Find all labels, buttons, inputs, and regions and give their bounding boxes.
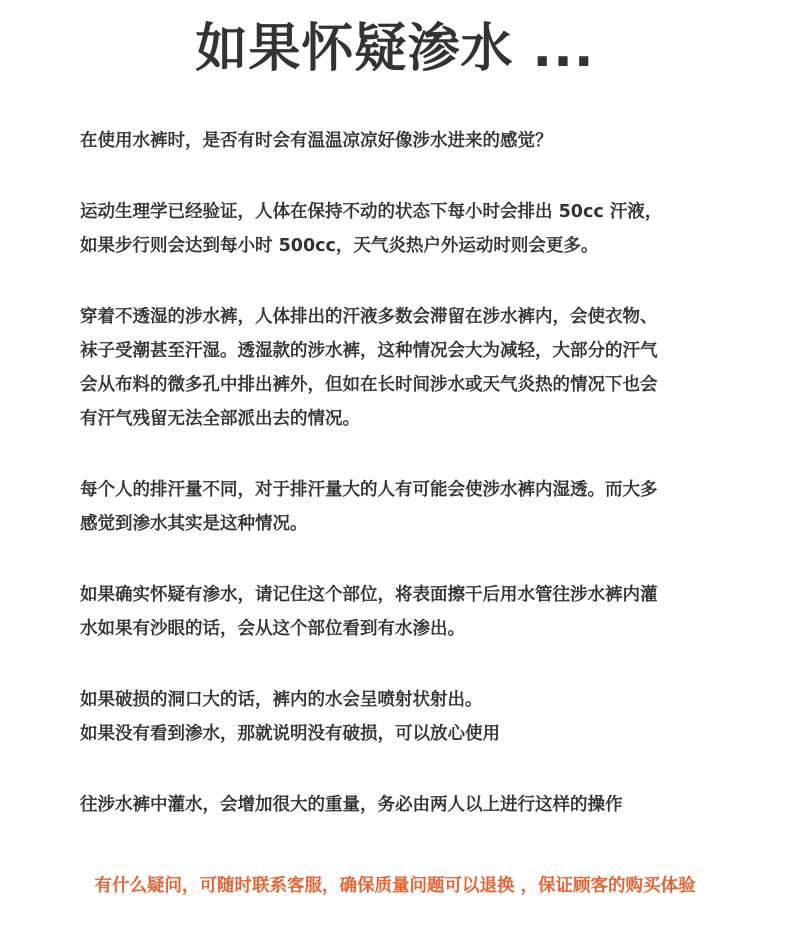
paragraph-line: 袜子受潮甚至汗湿。透湿款的涉水裤，这种情况会大为减轻，大部分的汗气 [80, 341, 658, 361]
paragraph-damage-check [80, 683, 730, 751]
paragraph-warning [80, 788, 730, 822]
paragraph-line: 如果没有看到渗水，那就说明没有破损，可以放心使用 [80, 724, 500, 744]
paragraph-line: 运动生理学已经验证，人体在保持不动的状态下每小时会排出 50cc 汗液， [80, 202, 663, 222]
paragraph-line: 感觉到渗水其实是这种情况。 [80, 514, 308, 534]
paragraph-line: 在使用水裤时，是否有时会有温温凉凉好像涉水进来的感觉？ [80, 131, 553, 151]
paragraph-line: 有汗气残留无法全部派出去的情况。 [80, 409, 360, 429]
paragraph-line: 会从布料的微多孔中排出裤外，但如在长时间涉水或天气炎热的情况下也会 [80, 375, 658, 395]
paragraph-line: 如果确实怀疑有渗水，请记住这个部位，将表面擦干后用水管往涉水裤内灌 [80, 585, 658, 605]
paragraph-breathability [80, 300, 730, 436]
paragraph-line: 每个人的排汗量不同，对于排汗量大的人有可能会使涉水裤内湿透。而大多 [80, 480, 658, 500]
paragraph-sweat-rate [80, 195, 730, 263]
paragraph-leak-test [80, 578, 730, 646]
paragraph-line: 水如果有沙眼的话，会从这个部位看到有水渗出。 [80, 619, 465, 639]
paragraph-line: 往涉水裤中灌水，会增加很大的重量，务必由两人以上进行这样的操作 [80, 795, 623, 815]
paragraph-line: 如果步行则会达到每小时 500cc，天气炎热户外运动时则会更多。 [80, 236, 599, 256]
page-title: 如果怀疑渗水 ... [195, 19, 595, 79]
paragraph-line: 如果破损的洞口大的话，裤内的水会呈喷射状射出。 [80, 690, 483, 710]
paragraph-intro [80, 124, 730, 158]
paragraph-individual-sweat [80, 473, 730, 541]
paragraph-line: 穿着不透湿的涉水裤，人体排出的汗液多数会滞留在涉水裤内，会使衣物、 [80, 307, 658, 327]
customer-service-notice: 有什么疑问，可随时联系客服，确保质量问题可以退换 ，保证顾客的购买体验 [94, 876, 696, 896]
article-body [80, 124, 730, 822]
